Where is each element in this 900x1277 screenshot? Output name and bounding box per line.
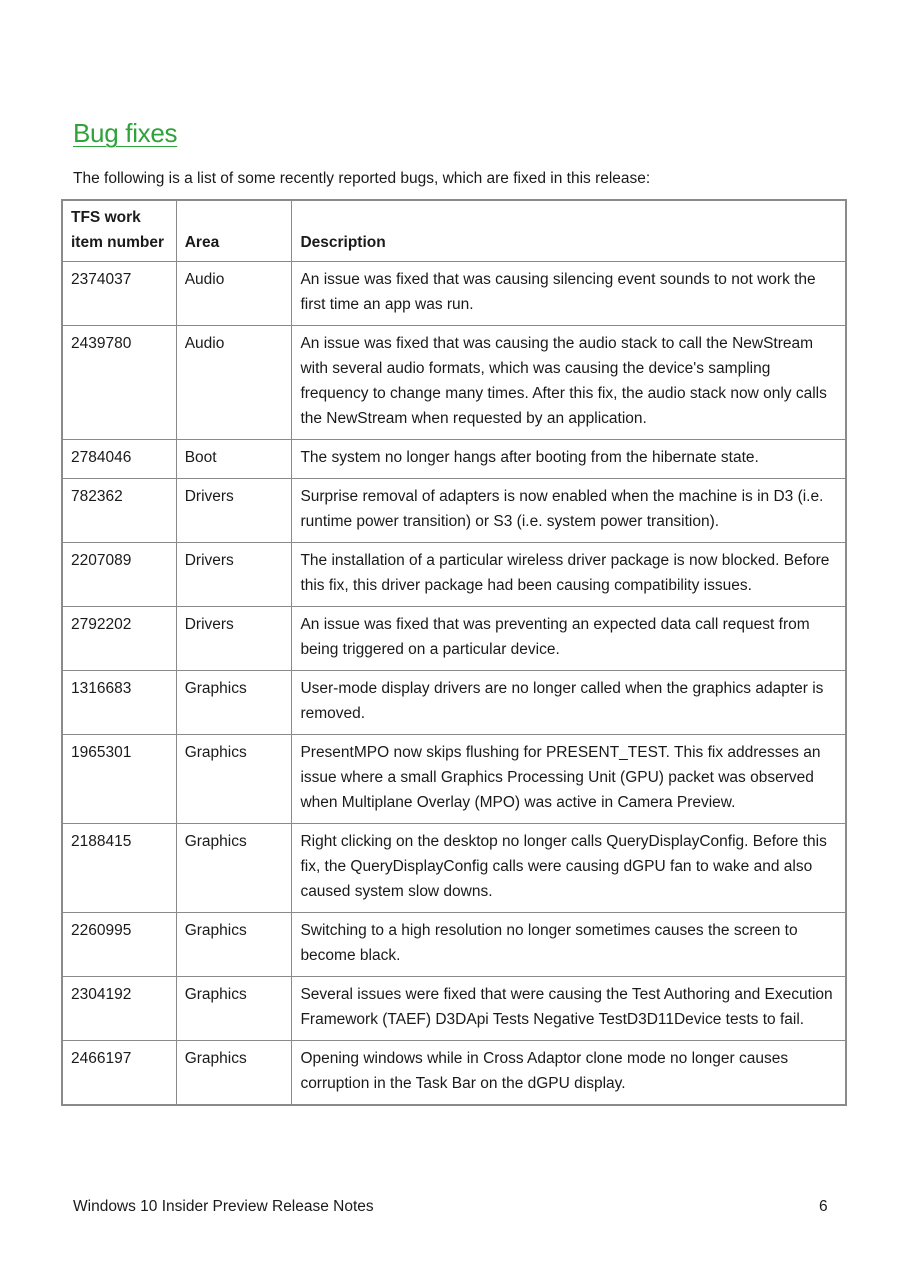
cell-area: Graphics bbox=[176, 824, 292, 913]
cell-area: Graphics bbox=[176, 977, 292, 1041]
cell-area: Graphics bbox=[176, 913, 292, 977]
cell-description: User-mode display drivers are no longer called when the graphics adapter is removed. bbox=[292, 671, 846, 735]
cell-area: Graphics bbox=[176, 671, 292, 735]
cell-tfs-number: 1316683 bbox=[62, 671, 176, 735]
cell-description: Surprise removal of adapters is now enabled when the machine is in D3 (i.e. runtime power transition) or S3 (i.e. system power transition). bbox=[292, 479, 846, 543]
header-area: Area bbox=[176, 200, 292, 262]
table-row bbox=[62, 326, 846, 440]
cell-description: Right clicking on the desktop no longer calls QueryDisplayConfig. Before this fix, the QueryDisplayConfig calls were causing dGPU fan to wake and also caused system slow downs. bbox=[292, 824, 846, 913]
cell-area: Drivers bbox=[176, 607, 292, 671]
bug-fixes-table bbox=[61, 199, 847, 1106]
cell-tfs-number: 2188415 bbox=[62, 824, 176, 913]
cell-description: An issue was fixed that was causing the audio stack to call the NewStream with several audio formats, which was causing the device's sampling frequency to change many times. After this fix, the audio stack now only calls the NewStream when requested by an application. bbox=[292, 326, 846, 440]
footer-title: Windows 10 Insider Preview Release Notes bbox=[73, 1198, 374, 1215]
table-row bbox=[62, 262, 846, 326]
section-title: Bug fixes bbox=[73, 118, 178, 148]
table-row bbox=[62, 913, 846, 977]
cell-area: Drivers bbox=[176, 479, 292, 543]
cell-description: Opening windows while in Cross Adaptor clone mode no longer causes corruption in the Task Bar on the dGPU display. bbox=[292, 1041, 846, 1106]
cell-tfs-number: 2439780 bbox=[62, 326, 176, 440]
cell-area: Graphics bbox=[176, 1041, 292, 1106]
cell-area: Audio bbox=[176, 326, 292, 440]
cell-tfs-number: 2304192 bbox=[62, 977, 176, 1041]
table-row bbox=[62, 607, 846, 671]
table-row bbox=[62, 735, 846, 824]
table-row bbox=[62, 671, 846, 735]
cell-tfs-number: 2374037 bbox=[62, 262, 176, 326]
table-body bbox=[62, 262, 846, 1106]
cell-description: The installation of a particular wireless driver package is now blocked. Before this fix, this driver package had been causing compatibility issues. bbox=[292, 543, 846, 607]
cell-area: Graphics bbox=[176, 735, 292, 824]
cell-tfs-number: 2207089 bbox=[62, 543, 176, 607]
cell-area: Audio bbox=[176, 262, 292, 326]
table-row bbox=[62, 824, 846, 913]
cell-description: An issue was fixed that was causing silencing event sounds to not work the first time an app was run. bbox=[292, 262, 846, 326]
cell-tfs-number: 2260995 bbox=[62, 913, 176, 977]
cell-description: An issue was fixed that was preventing an expected data call request from being triggered on a particular device. bbox=[292, 607, 846, 671]
cell-description: The system no longer hangs after booting from the hibernate state. bbox=[292, 440, 846, 479]
cell-description: Switching to a high resolution no longer sometimes causes the screen to become black. bbox=[292, 913, 846, 977]
cell-description: Several issues were fixed that were causing the Test Authoring and Execution Framework (TAEF) D3DApi Tests Negative TestD3D11Device tests to fail. bbox=[292, 977, 846, 1041]
header-description: Description bbox=[292, 200, 846, 262]
cell-area: Drivers bbox=[176, 543, 292, 607]
table-row bbox=[62, 1041, 846, 1106]
table-row bbox=[62, 479, 846, 543]
table-row bbox=[62, 543, 846, 607]
cell-area: Boot bbox=[176, 440, 292, 479]
cell-tfs-number: 2792202 bbox=[62, 607, 176, 671]
table-row bbox=[62, 440, 846, 479]
intro-text: The following is a list of some recently reported bugs, which are fixed in this release: bbox=[73, 170, 651, 187]
cell-tfs-number: 782362 bbox=[62, 479, 176, 543]
cell-tfs-number: 2784046 bbox=[62, 440, 176, 479]
cell-tfs-number: 1965301 bbox=[62, 735, 176, 824]
header-tfs-number: TFS work item number bbox=[62, 200, 176, 262]
table-row bbox=[62, 977, 846, 1041]
table-header-row bbox=[62, 200, 846, 262]
page-number: 6 bbox=[819, 1198, 828, 1215]
cell-tfs-number: 2466197 bbox=[62, 1041, 176, 1106]
cell-description: PresentMPO now skips flushing for PRESENT_TEST. This fix addresses an issue where a small Graphics Processing Unit (GPU) packet was observed when Multiplane Overlay (MPO) was active in Camera Preview. bbox=[292, 735, 846, 824]
